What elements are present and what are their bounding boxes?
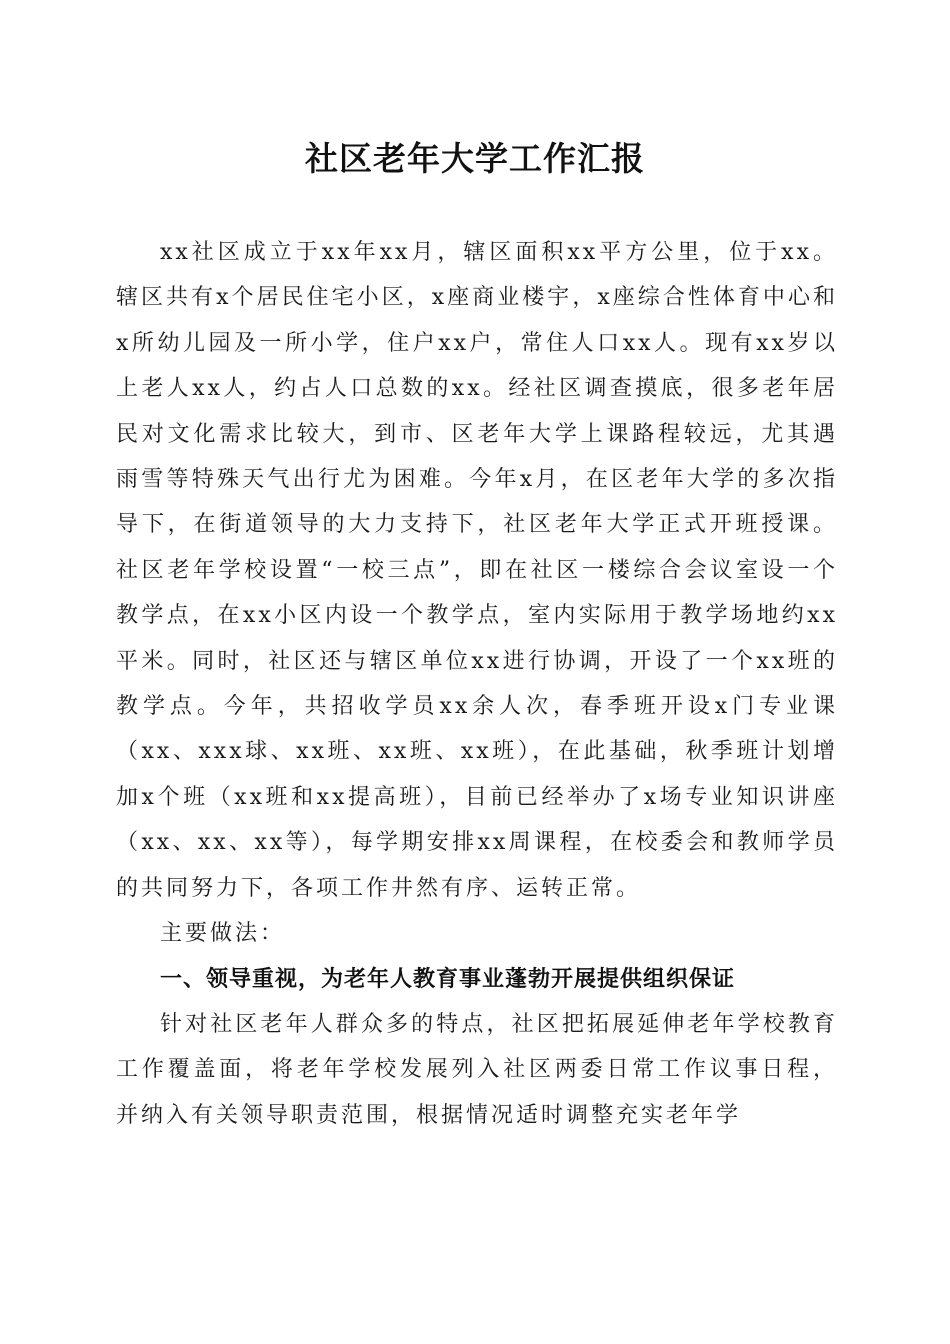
document-title: 社区老年大学工作汇报: [305, 139, 645, 178]
intro-paragraph: xx社区成立于xx年xx月，辖区面积xx平方公里，位于xx。辖区共有x个居民住宅小区，x座商业楼宇，x座综合性体育中心和x所幼儿园及一所小学，住户xx户，常住人口xx人。现有xx岁以上老人xx人，约占人口总数的xx。经社区调查摸底，很多老年居民对文化需求比较大，到市、区老年大学上课路程较远，尤其遇雨雪等特殊天气出行尤为困难。今年x月，在区老年大学的多次指导下，在街道领导的大力支持下，社区老年大学正式开班授课。社区老年学校设置“一校三点”，即在社区一楼综合会议室设一个教学点，在xx小区内设一个教学点，室内实际用于教学场地约xx平米。同时，社区还与辖区单位xx进行协调，开设了一个xx班的教学点。今年，共招收学员xx余人次，春季班开设x门专业课（xx、xxx球、xx班、xx班、xx班），在此基础，秋季班计划增加x个班（xx班和xx提高班），目前已经举办了x场专业知识讲座（xx、xx、xx等），每学期安排xx周课程，在校委会和教师学员的共同努力下，各项工作井然有序、运转正常。: [116, 240, 838, 901]
section-1-paragraph: 针对社区老年人群众多的特点，社区把拓展延伸老年学校教育工作覆盖面，将老年学校发展列入社区两委日常工作议事日程，并纳入有关领导职责范围，根据情况适时调整充实老年学: [116, 1011, 838, 1128]
section-1-heading: 一、领导重视，为老年人教育事业蓬勃开展提供组织保证: [160, 966, 736, 992]
main-practices-label: 主要做法：: [160, 921, 286, 947]
document-body: [116, 230, 838, 1138]
